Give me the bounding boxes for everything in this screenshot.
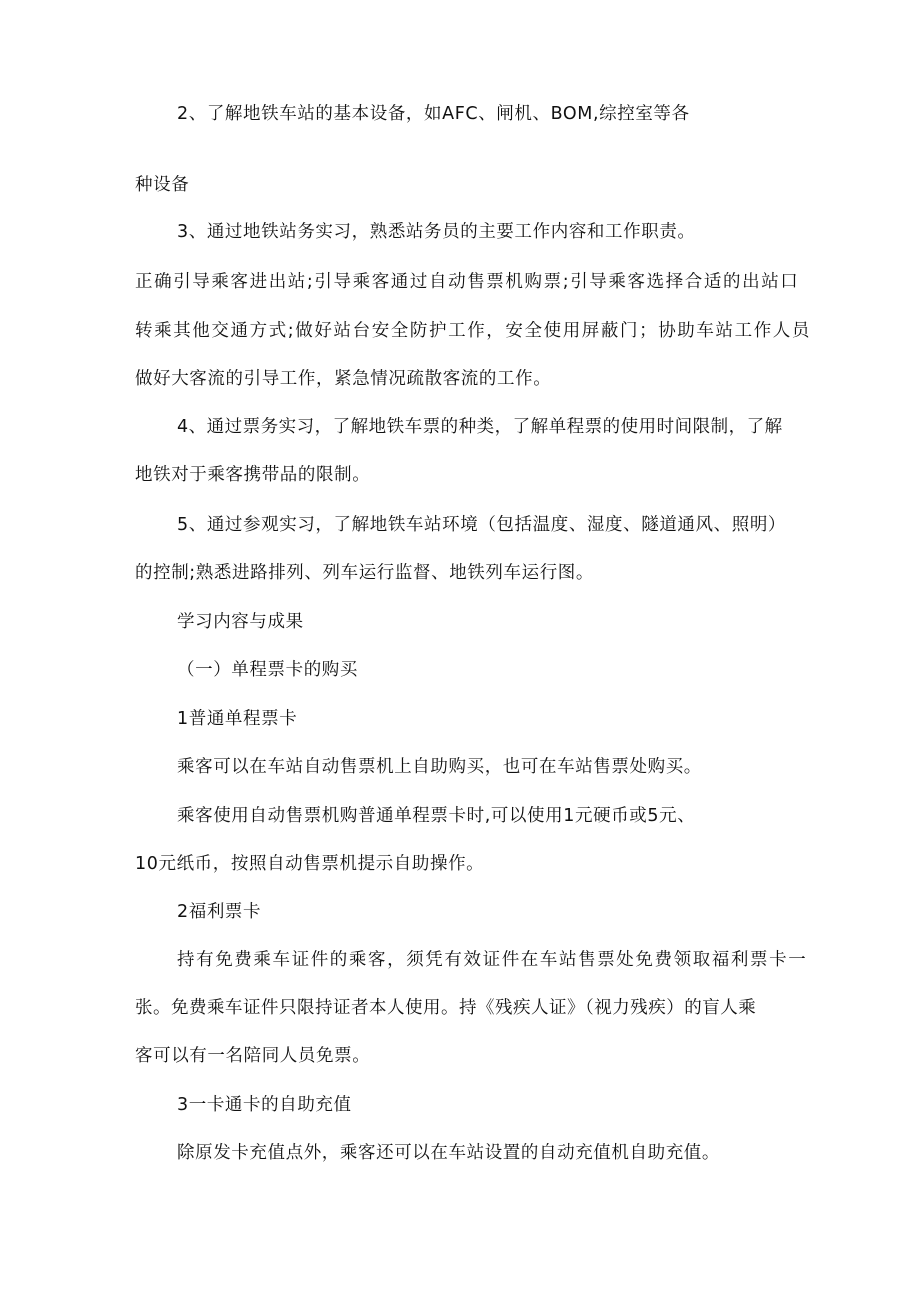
item-3-body-line-3: 做好大客流的引导工作，紧急情况疏散客流的工作。	[135, 369, 552, 389]
card-type-2-body-2: 张。免费乘车证件只限持证者本人使用。持《残疾人证》（视力残疾）的盲人乘	[135, 998, 757, 1018]
card-type-1-body-3: 10元纸币，按照自动售票机提示自助操作。	[135, 854, 485, 874]
item-3-body-line-2: 转乘其他交通方式;做好站台安全防护工作，安全使用屏蔽门；协助车站工作人员	[135, 321, 811, 341]
item-2-line-1: 2、了解地铁车站的基本设备，如AFC、闸机、BOM,综控室等各	[177, 104, 690, 124]
item-4-line-1: 4、通过票务实习，了解地铁车票的种类，了解单程票的使用时间限制，了解	[177, 417, 783, 437]
card-type-2-heading: 2福利票卡	[177, 902, 262, 922]
card-type-1-heading: 1普通单程票卡	[177, 709, 298, 729]
card-type-1-body-2: 乘客使用自动售票机购普通单程票卡时,可以使用1元硬币或5元、	[177, 806, 696, 826]
item-5-line-2: 的控制;熟悉进路排列、列车运行监督、地铁列车运行图。	[135, 563, 594, 583]
card-type-3-body: 除原发卡充值点外，乘客还可以在车站设置的自动充值机自助充值。	[177, 1143, 720, 1163]
card-type-2-body-1: 持有免费乘车证件的乘客，须凭有效证件在车站售票处免费领取福利票卡一	[177, 950, 808, 970]
section-heading: 学习内容与成果	[177, 612, 304, 632]
card-type-2-body-3: 客可以有一名陪同人员免票。	[135, 1046, 371, 1066]
subsection-heading: （一）单程票卡的购买	[177, 660, 358, 680]
item-5-line-1: 5、通过参观实习，了解地铁车站环境（包括温度、湿度、隧道通风、照明）	[177, 515, 787, 535]
card-type-3-heading: 3一卡通卡的自助充值	[177, 1095, 352, 1115]
item-2-line-2: 种设备	[135, 175, 190, 195]
card-type-1-body-1: 乘客可以在车站自动售票机上自助购买，也可在车站售票处购买。	[177, 757, 702, 777]
item-3-heading: 3、通过地铁站务实习，熟悉站务员的主要工作内容和工作职责。	[177, 222, 696, 242]
item-4-line-2: 地铁对于乘客携带品的限制。	[135, 465, 371, 485]
item-3-body-line-1: 正确引导乘客进出站;引导乘客通过自动售票机购票;引导乘客选择合适的出站口	[135, 272, 800, 292]
